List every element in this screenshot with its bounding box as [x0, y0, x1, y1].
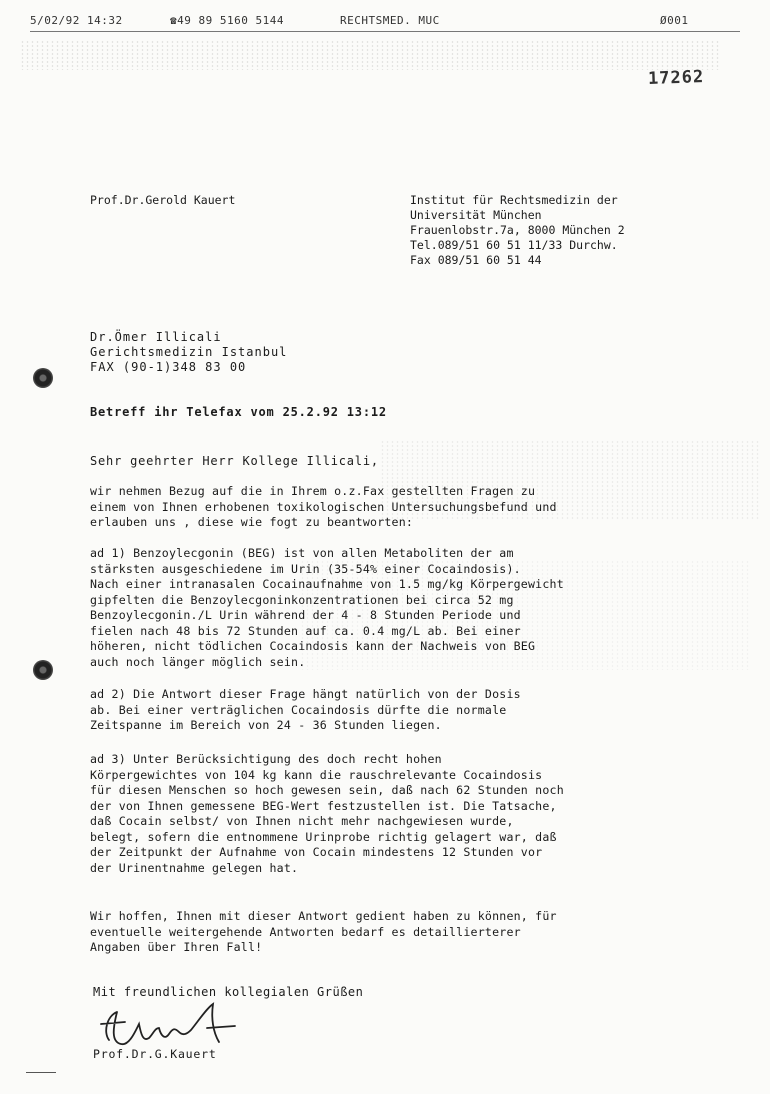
paragraph-answer-3	[90, 752, 564, 876]
text-line: fielen nach 48 bis 72 Stunden auf ca. 0.4 mg/L ab. Bei einer	[90, 623, 521, 638]
institute-line: Fax 089/51 60 51 44	[410, 253, 542, 267]
fax-page-number: Ø001	[660, 14, 689, 27]
text-line: ab. Bei einer verträglichen Cocaindosis dürfte die normale	[90, 702, 507, 717]
paragraph-answer-2	[90, 687, 521, 734]
sender-name: Prof.Dr.Gerold Kauert	[90, 193, 236, 207]
subject-line: Betreff ihr Telefax vom 25.2.92 13:12	[90, 405, 387, 419]
paragraph-closing	[90, 909, 557, 956]
institute-line: Universität München	[410, 208, 542, 222]
paragraph-answer-1	[90, 546, 564, 670]
text-line: Nach einer intranasalen Cocainaufnahme von 1.5 mg/kg Körpergewicht	[90, 577, 564, 591]
text-line: für diesen Menschen so hoch gewesen sein, daß nach 62 Stunden noch	[90, 783, 564, 797]
text-line: einem von Ihnen erhobenen toxikologischen Untersuchungsbefund und	[90, 499, 557, 514]
text-line: belegt, sofern die entnommene Urinprobe richtig gelagert war, daß	[90, 829, 557, 844]
text-line: höheren, nicht tödlichen Cocaindosis kann der Nachweis von BEG	[90, 639, 536, 653]
text-line: Wir hoffen, Ihnen mit dieser Antwort gedient haben zu können, für	[90, 909, 557, 923]
text-line: Körpergewichtes von 104 kg kann die rauschrelevante Cocaindosis	[90, 767, 543, 782]
greeting: Sehr geehrter Herr Kollege Illicali,	[90, 454, 379, 468]
signatory-name: Prof.Dr.G.Kauert	[93, 1047, 217, 1061]
regards-line: Mit freundlichen kollegialen Grüßen	[93, 985, 364, 999]
fax-transmission-header	[30, 14, 730, 30]
text-line: gipfelten die Benzoylecgoninkonzentrationen bei circa 52 mg	[90, 592, 514, 607]
text-line: der Zeitpunkt der Aufnahme von Cocain mindestens 12 Stunden vor	[90, 845, 543, 859]
institute-line: Institut für Rechtsmedizin der	[410, 193, 618, 207]
fax-station: RECHTSMED. MUC	[340, 14, 440, 27]
text-line: stärksten ausgeschiedene im Urin (35-54% einer Cocaindosis).	[90, 561, 521, 576]
scan-artifact-line	[26, 1072, 56, 1073]
document-number-stamp: 17262	[647, 67, 705, 89]
punch-hole-icon	[33, 660, 53, 680]
institute-line: Tel.089/51 60 51 11/33 Durchw.	[410, 238, 618, 252]
recipient-line: Gerichtsmedizin Istanbul	[90, 345, 288, 359]
text-line: der Urinentnahme gelegen hat.	[90, 860, 299, 875]
text-line: Zeitspanne im Bereich von 24 - 36 Stunden liegen.	[90, 718, 442, 732]
recipient-line: FAX (90-1)348 83 00	[90, 360, 247, 374]
sender-institute-address	[410, 193, 625, 268]
punch-hole-icon	[33, 368, 53, 388]
text-line: erlauben uns , diese wie fogt zu beantworten:	[90, 515, 414, 529]
text-line: ad 2) Die Antwort dieser Frage hängt natürlich von der Dosis	[90, 687, 521, 701]
text-line: Angaben über Ihren Fall!	[90, 940, 263, 954]
fax-header-rule	[30, 31, 740, 32]
text-line: auch noch länger möglich sein.	[90, 654, 306, 669]
fax-phone: ☎49 89 5160 5144	[170, 14, 284, 27]
handwritten-signature	[95, 1002, 245, 1052]
text-line: daß Cocain selbst/ von Ihnen nicht mehr nachgewiesen wurde,	[90, 814, 514, 828]
scan-noise-top	[20, 40, 720, 70]
text-line: ad 3) Unter Berücksichtigung des doch recht hohen	[90, 752, 442, 766]
recipient-address	[90, 330, 287, 375]
text-line: der von Ihnen gemessene BEG-Wert festzustellen ist. Die Tatsache,	[90, 798, 557, 813]
text-line: Benzoylecgonin./L Urin während der 4 - 8 Stunden Periode und	[90, 608, 521, 622]
paragraph-intro	[90, 484, 557, 531]
fax-date-time: 5/02/92 14:32	[30, 14, 123, 27]
text-line: eventuelle weitergehende Antworten bedarf es detaillierterer	[90, 924, 521, 939]
institute-line: Frauenlobstr.7a, 8000 München 2	[410, 223, 625, 237]
text-line: ad 1) Benzoylecgonin (BEG) ist von allen Metaboliten der am	[90, 546, 514, 560]
recipient-line: Dr.Ömer Illicali	[90, 330, 222, 344]
text-line: wir nehmen Bezug auf die in Ihrem o.z.Fax gestellten Fragen zu	[90, 484, 536, 498]
